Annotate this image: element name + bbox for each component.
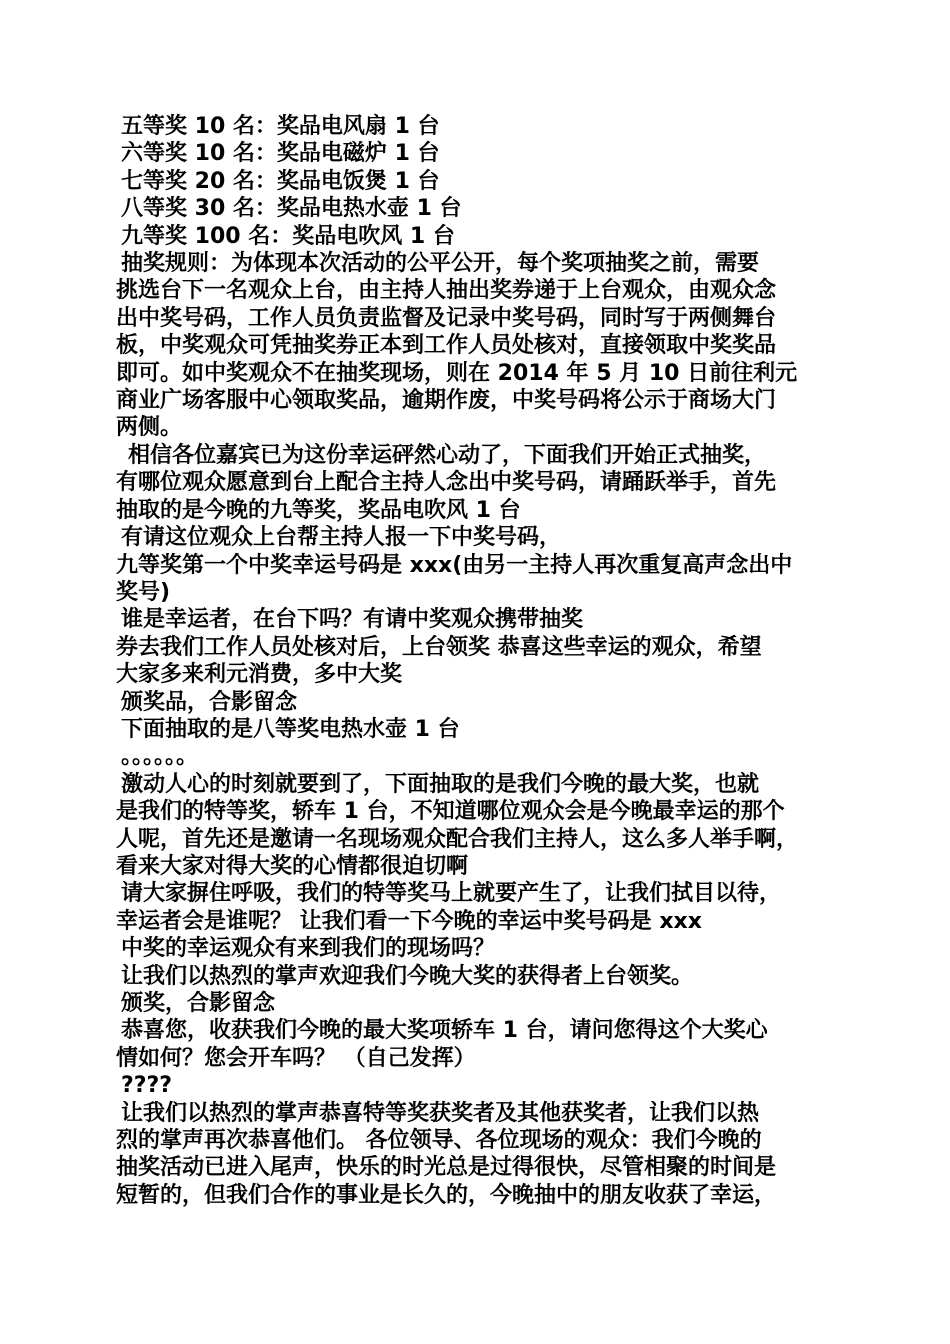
text-line: 颁奖品，合影留念	[121, 689, 298, 715]
text-line: 中奖的幸运观众有来到我们的现场吗？	[121, 936, 496, 962]
text-line: 颁奖，合影留念	[121, 991, 276, 1016]
text-line: 情如何？您会开车吗？ （自己发挥）	[116, 1045, 476, 1071]
prize-line: 五等奖 10 名：奖品电风扇 1 台	[121, 114, 440, 139]
text-line: 谁是幸运者，在台下吗？有请中奖观众携带抽奖	[121, 607, 584, 633]
text-line: 是我们的特等奖，轿车 1 台，不知道哪位观众会是今晚最幸运的那个	[116, 799, 785, 825]
text-line: 两侧。	[116, 415, 183, 441]
text-line: ????	[121, 1073, 173, 1099]
prize-line: 八等奖 30 名：奖品电热水壶 1 台	[121, 196, 462, 222]
text-line: 抽奖规则：为体现本次活动的公平公开，每个奖项抽奖之前，需要	[121, 251, 760, 277]
text-line: 有请这位观众上台帮主持人报一下中奖号码，	[121, 525, 562, 551]
text-line: 相信各位嘉宾已为这份幸运砰然心动了，下面我们开始正式抽奖，	[128, 442, 767, 468]
text-line: 让我们以热烈的掌声欢迎我们今晚大奖的获得者上台领奖。	[121, 963, 694, 989]
text-line: 短暂的，但我们合作的事业是长久的，今晚抽中的朋友收获了幸运，	[116, 1182, 777, 1208]
text-line: 出中奖号码，工作人员负责监督及记录中奖号码，同时写于两侧舞台	[116, 305, 777, 331]
text-line: 激动人心的时刻就要到了，下面抽取的是我们今晚的最大奖，也就	[121, 771, 760, 797]
text-line: 即可。如中奖观众不在抽奖现场，则在 2014 年 5 月 10 日前往利元	[116, 360, 798, 386]
text-line: 九等奖第一个中奖幸运号码是 xxx(由另一主持人再次重复高声念出中	[116, 552, 793, 578]
text-line: 请大家摒住呼吸，我们的特等奖马上就要产生了，让我们拭目以待，	[121, 881, 782, 907]
text-line: 有哪位观众愿意到台上配合主持人念出中奖号码，请踊跃举手，首先	[116, 470, 777, 496]
document-body	[116, 113, 840, 1209]
text-line: 幸运者会是谁呢？ 让我们看一下今晚的幸运中奖号码是 xxx	[116, 908, 702, 934]
prize-line: 七等奖 20 名：奖品电饭煲 1 台	[121, 168, 440, 194]
text-line: 抽奖活动已进入尾声，快乐的时光总是过得很快，尽管相聚的时间是	[116, 1155, 777, 1181]
prize-line: 九等奖 100 名：奖品电吹风 1 台	[121, 223, 455, 249]
text-line: 恭喜您，收获我们今晚的最大奖项轿车 1 台，请问您得这个大奖心	[121, 1018, 768, 1044]
text-line: 券去我们工作人员处核对后，上台领奖 恭喜这些幸运的观众，希望	[116, 634, 762, 660]
text-line: 抽取的是今晚的九等奖，奖品电吹风 1 台	[116, 497, 521, 523]
prize-line: 六等奖 10 名：奖品电磁炉 1 台	[121, 141, 440, 167]
text-line: 大家多来利元消费，多中大奖	[116, 662, 403, 688]
text-line: 挑选台下一名观众上台，由主持人抽出奖券递于上台观众，由观众念	[116, 278, 777, 304]
text-line: 板，中奖观众可凭抽奖券正本到工作人员处核对，直接领取中奖奖品	[116, 333, 777, 359]
text-line: 看来大家对得大奖的心情都很迫切啊	[116, 853, 469, 879]
text-line: 人呢，首先还是邀请一名现场观众配合我们主持人，这么多人举手啊，	[116, 826, 799, 852]
text-line: 奖号)	[116, 579, 171, 605]
text-line: 让我们以热烈的掌声恭喜特等奖获奖者及其他获奖者，让我们以热	[121, 1100, 760, 1126]
text-line: 下面抽取的是八等奖电热水壶 1 台	[121, 716, 460, 742]
text-line: 烈的掌声再次恭喜他们。 各位领导、各位现场的观众：我们今晚的	[116, 1128, 762, 1154]
text-line: 商业广场客服中心领取奖品，逾期作废，中奖号码将公示于商场大门	[116, 388, 777, 414]
text-line: 。。。。。。	[121, 744, 199, 770]
